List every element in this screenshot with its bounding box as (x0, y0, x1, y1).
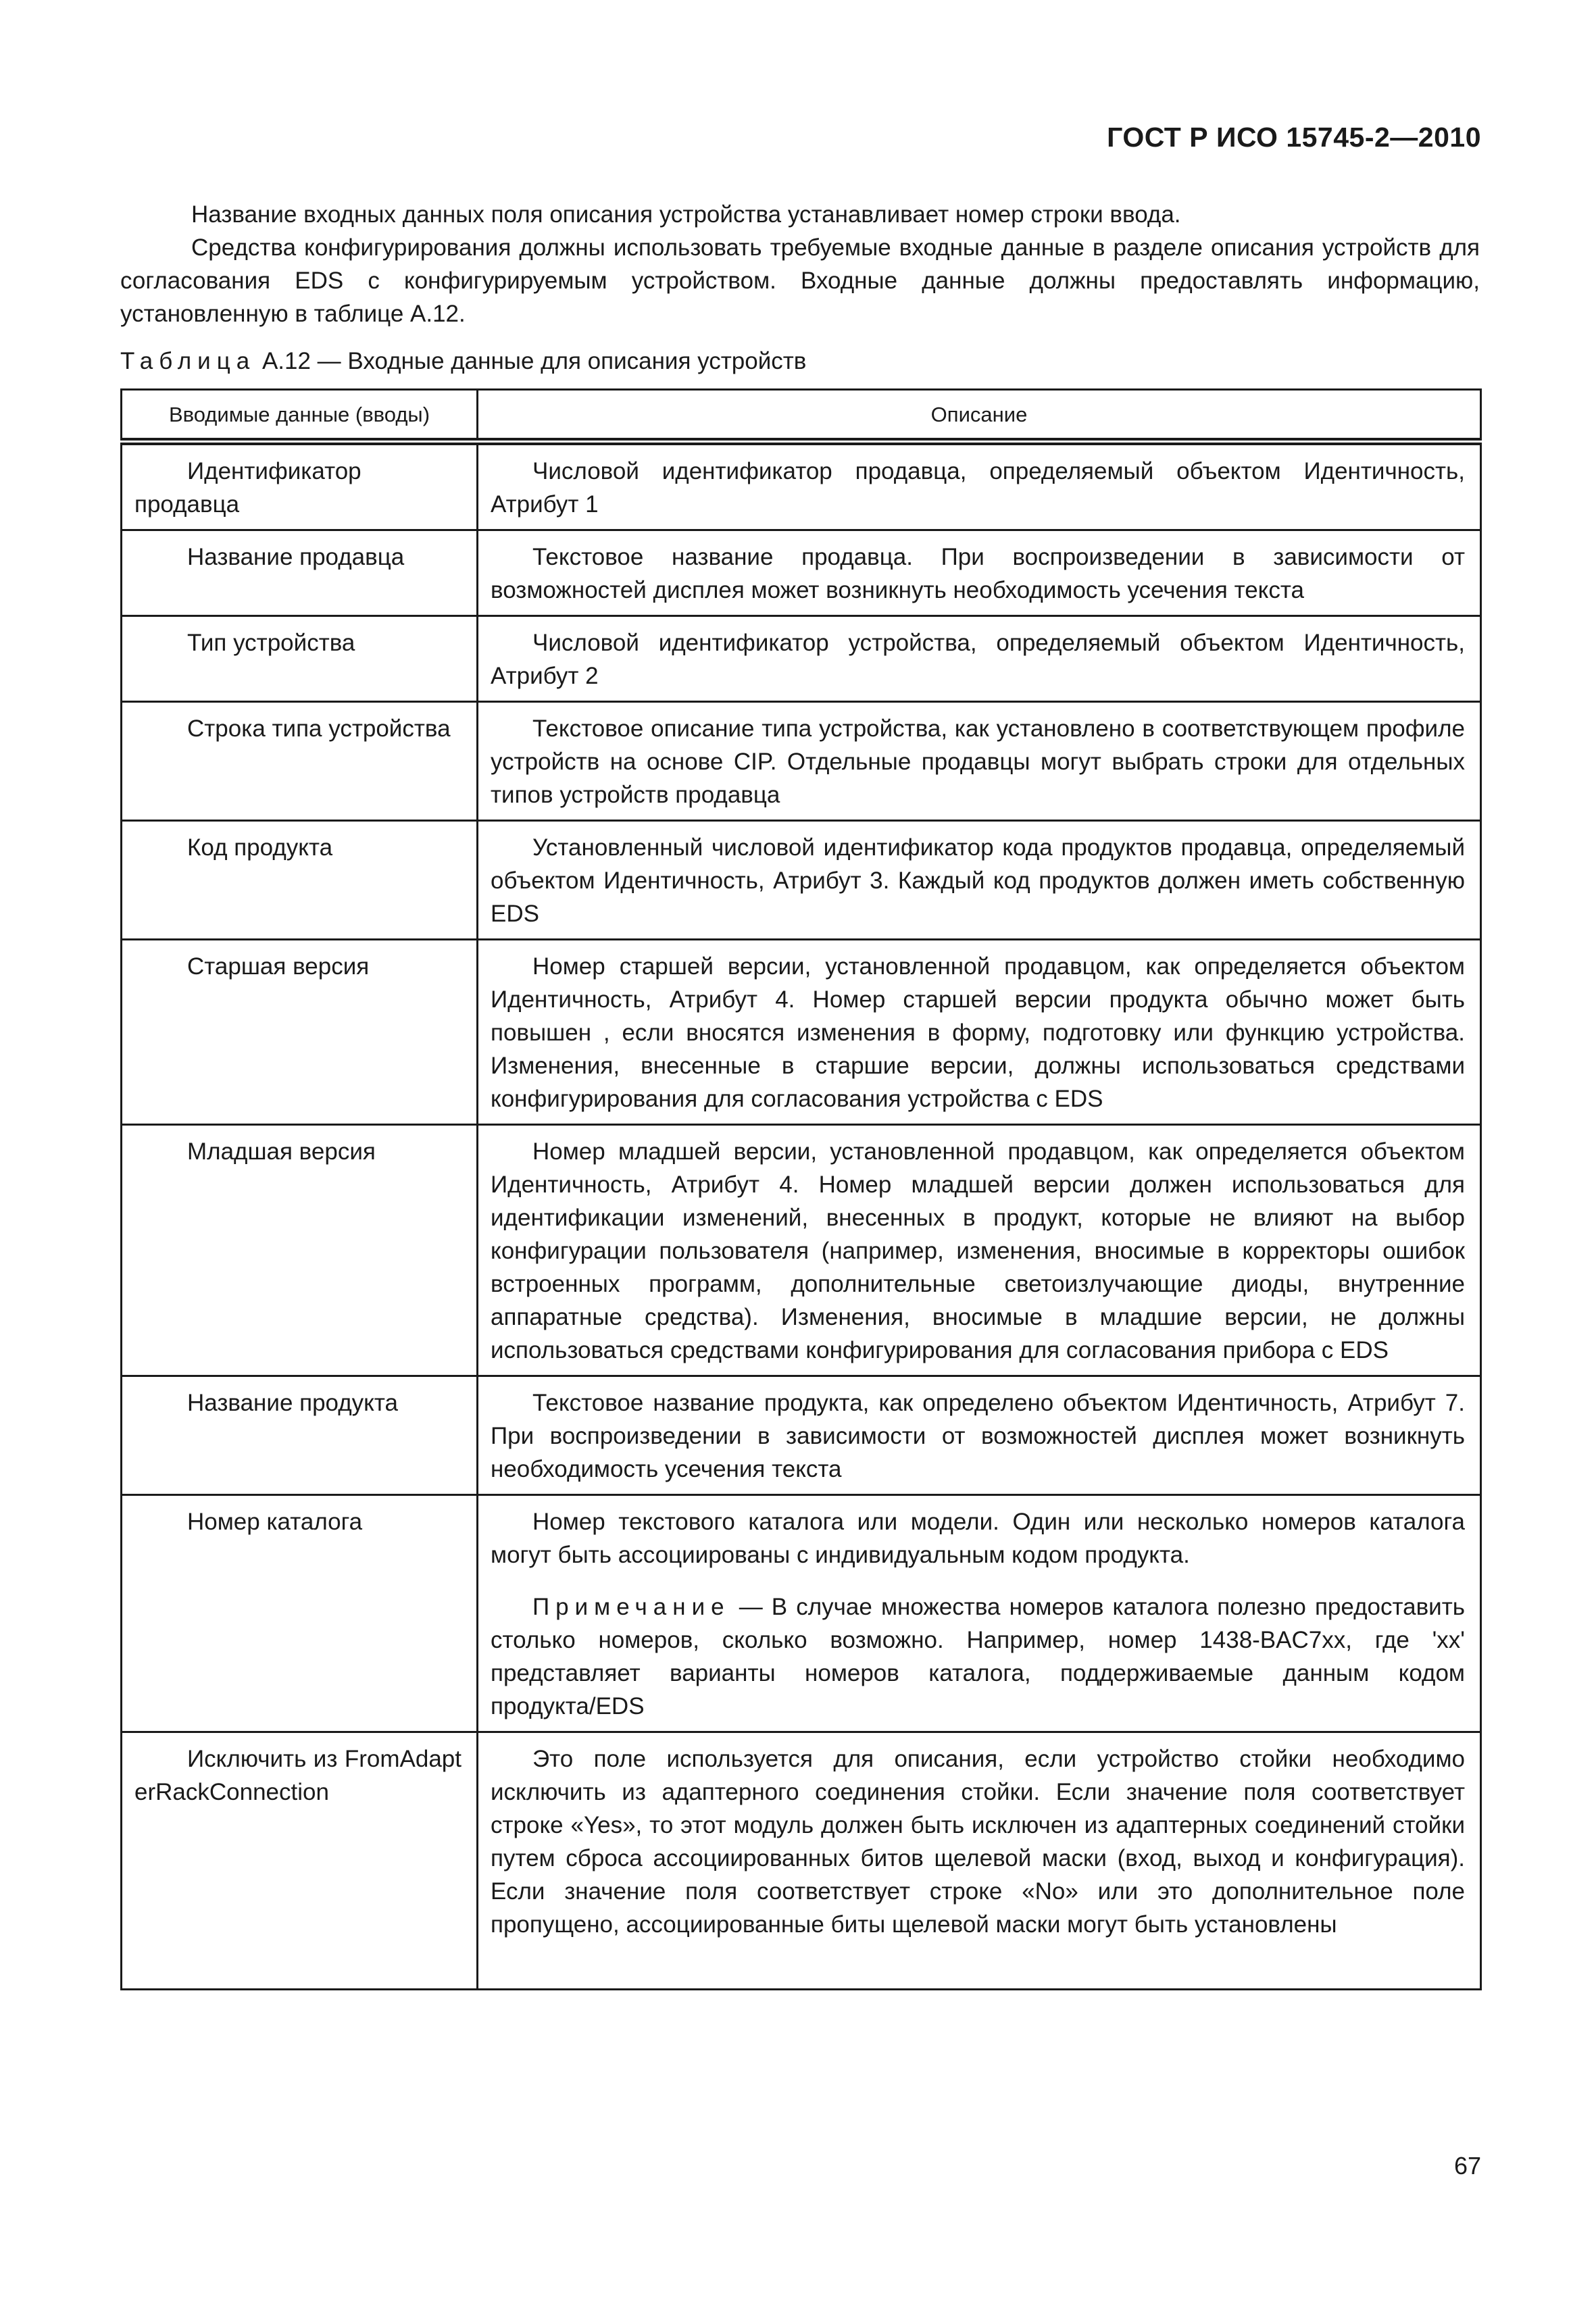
input-name: Название продавца (187, 544, 405, 570)
description-text: Номер старшей версии, установленной продавцом, как определяется объектом Идентичность, Атрибут 4. Номер старшей версии продукта обычно может быть повышен , если вносятся изменения в форму, подготовку или функцию устройства. Изменения, внесенные в старшие версии, должны использоваться средствами конфигурирования для согласования устройства с EDS (491, 953, 1465, 1112)
description-text: Номер текстового каталога или модели. Один или несколько номеров каталога могут быть ассоциированы с индивидуальным кодом продукта. (491, 1509, 1465, 1568)
table-row (122, 530, 1481, 616)
table-row (122, 1495, 1481, 1732)
input-name-cell (122, 821, 478, 940)
input-name-cell (122, 616, 478, 702)
input-name-cell (122, 442, 478, 530)
document-code: ГОСТ Р ИСО 15745-2—2010 (1107, 122, 1481, 153)
input-name-cell (122, 1495, 478, 1732)
description-text: Номер младшей версии, установленной продавцом, как определяется объектом Идентичность, Атрибут 4. Номер младшей версии должен использоваться для идентификации изменений, внесенных в продукт, которые не влияют на выбор конфигурации пользователя (например, изменения, вносимые в корректоры ошибок встроенных программ, дополнительные светоизлучающие диоды, внутренние аппаратные средства). Изменения, вносимые в младшие версии, не должны использоваться средствами конфигурирования для согласования прибора с EDS (491, 1138, 1465, 1363)
intro-paragraph-2: Средства конфигурирования должны использовать требуемые входные данные в разделе описания устройств для согласования EDS с конфигурируемым устройством. Входные данные должны предоставлять информацию, установленную в таблице А.12. (120, 234, 1480, 327)
catalog-note (491, 1590, 1465, 1723)
intro-paragraph-1: Название входных данных поля описания устройства устанавливает номер строки ввода. (191, 201, 1181, 228)
description-text: Текстовое описание типа устройства, как установлено в соответствующем профиле устройств на основе CIP. Отдельные продавцы могут выбрать строки для отдельных типов устройств продавца (491, 715, 1465, 808)
input-name-cell (122, 530, 478, 616)
table-row (122, 1125, 1481, 1376)
note-text: — В случае множества номеров каталога полезно предоставить столько номеров, сколько возможно. Например, номер 1438-BAC7xx, где 'xx' представляет варианты номеров каталога, поддерживаемые данным кодом продукта/EDS (491, 1594, 1465, 1719)
table-row (122, 940, 1481, 1125)
input-name-cell (122, 1125, 478, 1376)
table-row (122, 1732, 1481, 1990)
description-text: Числовой идентификатор продавца, определяемый объектом Идентичность, Атрибут 1 (491, 458, 1465, 518)
input-name: Младшая версия (187, 1138, 376, 1165)
description-cell (478, 1125, 1481, 1376)
input-name: Номер каталога (187, 1509, 363, 1535)
column-header-inputs: Вводимые данные (вводы) (122, 390, 478, 442)
input-name: Строка типа устройства (187, 715, 451, 742)
table-caption-label: Таблица (120, 348, 256, 374)
input-name-cell (122, 702, 478, 821)
table-row (122, 442, 1481, 530)
input-name-cell (122, 1732, 478, 1990)
description-cell (478, 616, 1481, 702)
input-name: Тип устройства (187, 630, 355, 656)
description-cell (478, 1495, 1481, 1732)
column-header-description: Описание (478, 390, 1481, 442)
description-cell (478, 1732, 1481, 1990)
description-text: Текстовое название продавца. При воспроизведении в зависимости от возможностей дисплея может возникнуть необходимость усечения текста (491, 544, 1465, 603)
input-name-cell (122, 940, 478, 1125)
description-text: Числовой идентификатор устройства, определяемый объектом Идентичность, Атрибут 2 (491, 630, 1465, 689)
table-row (122, 616, 1481, 702)
description-text: Это поле используется для описания, если устройство стойки необходимо исключить из адаптерного соединения стойки. Если значение поля соответствует строке «Yes», то этот модуль должен быть исключен из адаптерных соединений стойки путем сброса ассоциированных битов щелевой маски (вход, выход и конфигурация). Если значение поля соответствует строке «No» или это дополнительное поле пропущено, ассоциированные биты щелевой маски могут быть установлены (491, 1746, 1465, 1938)
description-text: Установленный числовой идентификатор кода продуктов продавца, определяемый объектом Идентичность, Атрибут 3. Каждый код продуктов должен иметь собственную EDS (491, 834, 1465, 927)
description-cell (478, 702, 1481, 821)
description-cell (478, 530, 1481, 616)
input-name: Код продукта (187, 834, 333, 861)
table-header-row (122, 390, 1481, 442)
table-row (122, 1376, 1481, 1495)
description-cell (478, 442, 1481, 530)
table-row (122, 821, 1481, 940)
input-name: Исключить из FromAdapterRackConnection (134, 1746, 462, 1805)
table-caption (120, 345, 806, 378)
note-label: Примечание (532, 1594, 730, 1620)
table-caption-text: А.12 — Входные данные для описания устройств (255, 348, 807, 374)
description-cell (478, 1376, 1481, 1495)
input-name-cell (122, 1376, 478, 1495)
input-data-table (120, 388, 1482, 1990)
description-cell (478, 940, 1481, 1125)
intro-text (120, 198, 1480, 330)
description-text: Текстовое название продукта, как определено объектом Идентичность, Атрибут 7. При воспроизведении в зависимости от возможностей дисплея может возникнуть необходимость усечения текста (491, 1390, 1465, 1482)
input-name: Идентификатор продавца (134, 458, 361, 518)
description-cell (478, 821, 1481, 940)
input-name: Старшая версия (187, 953, 370, 980)
input-name: Название продукта (187, 1390, 398, 1416)
table-row (122, 702, 1481, 821)
page-number: 67 (1453, 2152, 1481, 2180)
